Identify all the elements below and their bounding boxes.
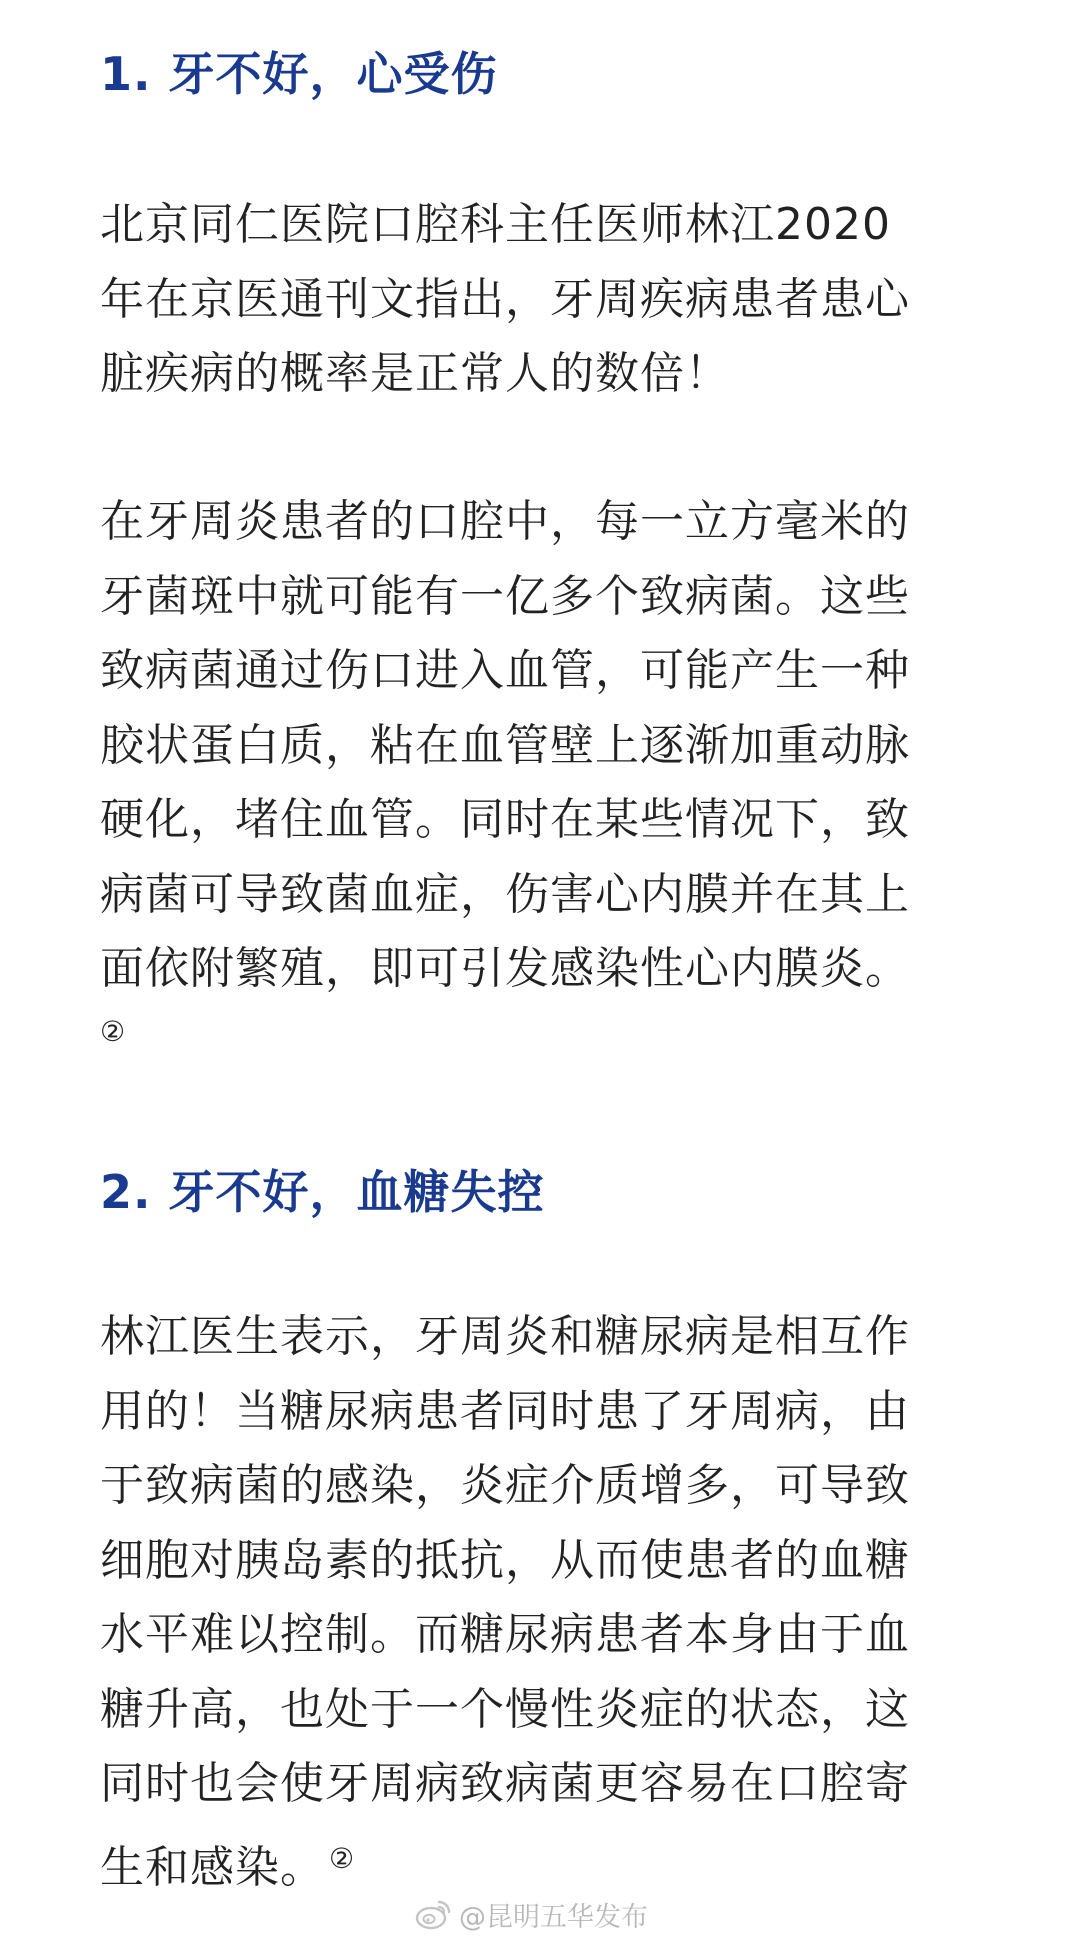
text-line: 胶状蛋白质，粘在血管壁上逐渐加重动脉 bbox=[100, 719, 910, 771]
section-2-reference-mark: ② bbox=[329, 1841, 356, 1875]
watermark bbox=[415, 1894, 648, 1934]
section-1-reference-mark: ② bbox=[100, 1015, 126, 1048]
text-line: 年在京医通刊文指出，牙周疾病患者患心 bbox=[100, 273, 910, 325]
text-line: 水平难以控制。而糖尿病患者本身由于血 bbox=[100, 1609, 910, 1660]
section-1-paragraph-2 bbox=[100, 485, 980, 1007]
text-line: 同时也会使牙周病致病菌更容易在口腔寄 bbox=[100, 1758, 910, 1809]
text-line: 林江医生表示，牙周炎和糖尿病是相互作 bbox=[100, 1311, 910, 1362]
text-line: 于致病菌的感染，炎症介质增多，可导致 bbox=[100, 1460, 910, 1511]
text-line-content: 生和感染。 bbox=[100, 1841, 325, 1893]
text-line: 牙菌斑中就可能有一亿多个致病菌。这些 bbox=[100, 570, 910, 622]
text-line: 用的！当糖尿病患者同时患了牙周病，由 bbox=[100, 1385, 910, 1437]
text-line bbox=[100, 1822, 980, 1906]
section-1-heading: 1. 牙不好，心受伤 bbox=[100, 47, 498, 101]
section-2-heading: 2. 牙不好，血糖失控 bbox=[100, 1165, 545, 1219]
section-1-paragraph-1 bbox=[100, 188, 980, 412]
weibo-icon bbox=[415, 1898, 453, 1930]
text-line: 细胞对胰岛素的抵抗，从而使患者的血糖 bbox=[100, 1534, 910, 1586]
section-2-paragraph-1 bbox=[100, 1300, 980, 1905]
text-line: 在牙周炎患者的口腔中，每一立方毫米的 bbox=[100, 496, 910, 547]
text-line: 糖升高，也处于一个慢性炎症的状态，这 bbox=[100, 1683, 910, 1735]
text-line: 病菌可导致菌血症，伤害心内膜并在其上 bbox=[100, 868, 910, 920]
text-line: 脏疾病的概率是正常人的数倍！ bbox=[100, 348, 730, 399]
text-line: 面依附繁殖，即可引发感染性心内膜炎。 bbox=[100, 943, 910, 994]
text-line: 致病菌通过伤口进入血管，可能产生一种 bbox=[100, 645, 910, 696]
watermark-text: @昆明五华发布 bbox=[459, 1901, 648, 1933]
text-line: 硬化，堵住血管。同时在某些情况下，致 bbox=[100, 794, 910, 845]
text-line: 北京同仁医院口腔科主任医师林江2020 bbox=[100, 199, 891, 250]
